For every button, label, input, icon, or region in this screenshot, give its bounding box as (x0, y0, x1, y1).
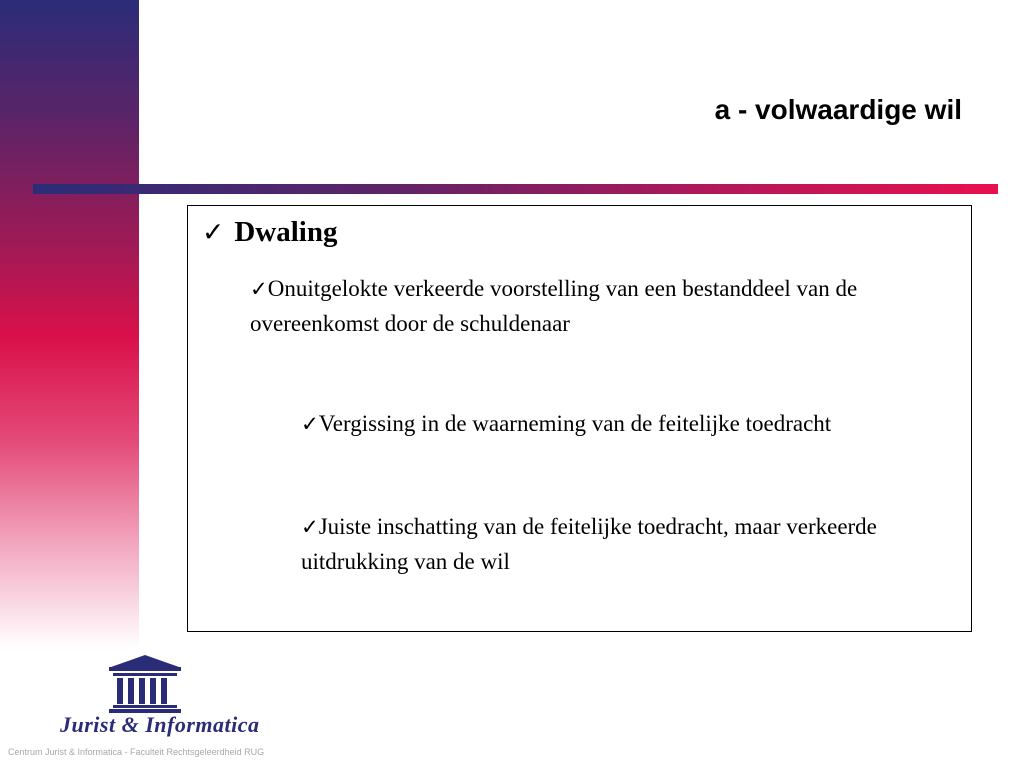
check-icon: ✓ (301, 514, 319, 539)
slide-title: a - volwaardige wil (714, 94, 962, 125)
bullet-item (301, 509, 961, 579)
check-icon: ✓ (202, 217, 225, 248)
bullet-text: Onuitgelokte verkeerde voorstelling van een bestanddeel van de overeenkomst door de schuldenaar (250, 276, 858, 336)
bullet-item (301, 406, 966, 441)
logo-wordmark: Jurist & Informatica (60, 712, 260, 737)
bullet-text: Juiste inschatting van de feitelijke toedracht, maar verkeerde uitdrukking van de wil (301, 514, 877, 574)
check-icon: ✓ (301, 411, 319, 436)
title-divider (33, 184, 998, 194)
heading-row (202, 216, 338, 249)
bullet-text: Vergissing in de waarneming van de feitelijke toedracht (318, 411, 832, 436)
bullet-item (250, 271, 950, 341)
heading-text: Dwaling (234, 216, 338, 248)
content-box (187, 205, 972, 632)
footer-text: Centrum Jurist & Informatica - Faculteit Rechtsgeleerdheid RUG (8, 747, 265, 757)
check-icon: ✓ (250, 276, 268, 301)
left-gradient-band (0, 0, 139, 648)
